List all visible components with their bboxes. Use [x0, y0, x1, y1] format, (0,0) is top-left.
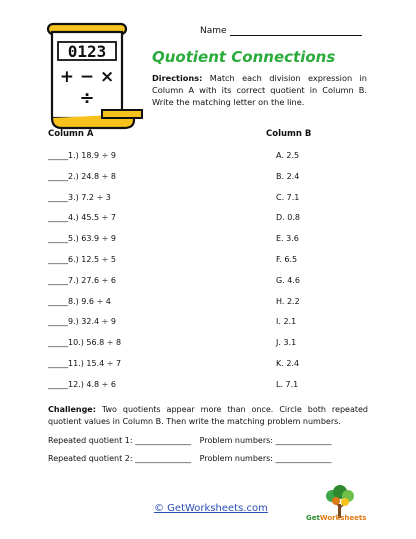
- directions-text: Match each division expression in Column A with its correct quotient in Column B. Write the matching letter on the line.: [152, 73, 367, 107]
- challenge-label: Challenge:: [48, 405, 96, 414]
- quotient-option: H. 2.2: [276, 296, 300, 306]
- expression-item[interactable]: _____10.) 56.8 ÷ 8: [48, 338, 122, 348]
- calculator-scroll-logo: [44, 22, 144, 132]
- expression-item[interactable]: _____9.) 32.4 ÷ 9: [48, 317, 116, 327]
- quotient-option: E. 3.6: [276, 234, 299, 244]
- repeated-quotient-2-label[interactable]: Repeated quotient 2: ______________: [48, 454, 192, 463]
- column-a-heading: Column A: [48, 129, 94, 139]
- expression-item[interactable]: _____5.) 63.9 ÷ 9: [48, 234, 116, 244]
- logo-digits: 0123: [67, 42, 107, 61]
- repeated-quotient-2[interactable]: [48, 454, 332, 463]
- name-underline[interactable]: [230, 26, 362, 36]
- worksheet-title: Quotient Connections: [152, 48, 336, 66]
- name-field[interactable]: [200, 26, 362, 36]
- directions: [152, 72, 367, 108]
- logo-symbols-row2: ÷: [79, 88, 95, 109]
- challenge-instructions: [48, 404, 368, 427]
- quotient-option: C. 7.1: [276, 192, 300, 202]
- expression-item[interactable]: _____3.) 7.2 ÷ 3: [48, 192, 111, 202]
- expression-item[interactable]: _____1.) 18.9 ÷ 9: [48, 151, 116, 160]
- problem-numbers-1[interactable]: Problem numbers: ______________: [199, 436, 332, 445]
- expression-item[interactable]: _____7.) 27.6 ÷ 6: [48, 275, 116, 285]
- quotient-option: F. 6.5: [276, 255, 298, 264]
- expression-item[interactable]: _____6.) 12.5 ÷ 5: [48, 255, 116, 264]
- expression-item[interactable]: _____8.) 9.6 ÷ 4: [48, 296, 111, 306]
- logo-symbols-row1: + − ×: [59, 67, 115, 87]
- quotient-option: J. 3.1: [276, 338, 297, 348]
- quotient-option: B. 2.4: [276, 171, 300, 181]
- quotient-option: G. 4.6: [276, 275, 301, 285]
- column-b-heading: Column B: [266, 129, 312, 139]
- expression-item[interactable]: _____2.) 24.8 ÷ 8: [48, 171, 116, 181]
- quotient-option: D. 0.8: [276, 213, 300, 223]
- getworksheets-link[interactable]: © GetWorksheets.com: [154, 503, 268, 514]
- problem-numbers-2[interactable]: Problem numbers: ______________: [199, 454, 332, 463]
- name-label: Name: [200, 26, 227, 36]
- quotient-option: L. 7.1: [276, 379, 299, 389]
- brand-wordmark: GetWorksheets: [306, 514, 367, 522]
- quotient-option: A. 2.5: [276, 151, 300, 160]
- repeated-quotient-1-label[interactable]: Repeated quotient 1: ______________: [48, 436, 192, 445]
- expression-item[interactable]: _____4.) 45.5 ÷ 7: [48, 213, 116, 223]
- challenge-text: Two quotients appear more than once. Circle both repeated quotient values in Column B. Then write the matching problem numbers.: [48, 405, 368, 426]
- quotient-option: K. 2.4: [276, 359, 300, 368]
- directions-label: Directions:: [152, 73, 203, 83]
- expression-item[interactable]: _____11.) 15.4 ÷ 7: [48, 359, 122, 368]
- repeated-quotient-1[interactable]: [48, 436, 332, 445]
- quotient-option: I. 2.1: [276, 317, 297, 327]
- expression-item[interactable]: _____12.) 4.8 ÷ 6: [48, 379, 116, 389]
